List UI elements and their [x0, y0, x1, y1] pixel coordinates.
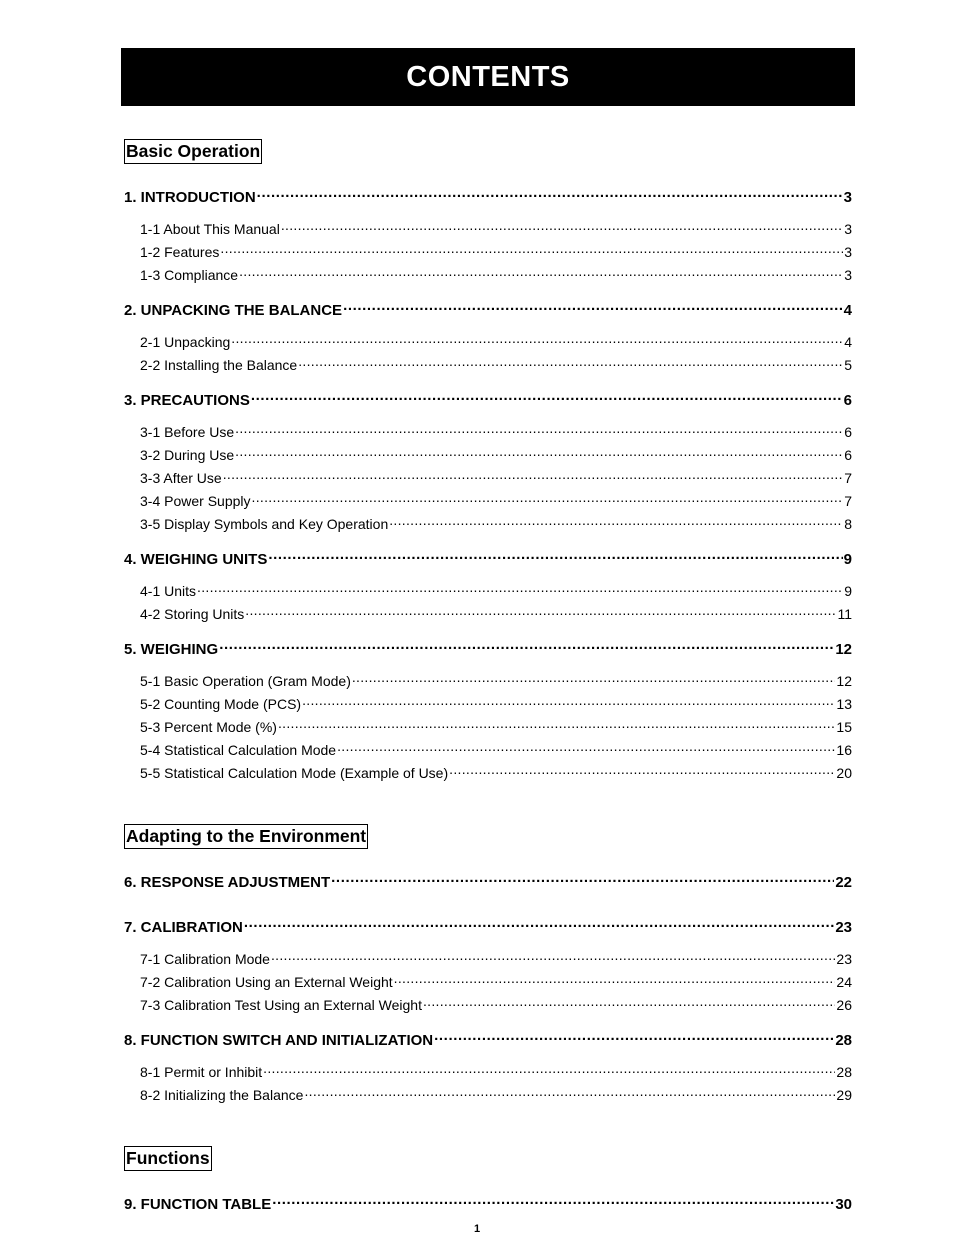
toc-chapter-introduction[interactable]: 1. INTRODUCTION ..... 3: [124, 187, 852, 207]
toc-chapter-response-adjustment[interactable]: 6. RESPONSE ADJUSTMENT ..... 22: [124, 872, 852, 892]
section-heading: Adapting to the Environment: [124, 824, 368, 849]
toc-item[interactable]: 3-5 Display Symbols and Key Operation ..... 8: [124, 515, 852, 533]
toc-item[interactable]: 4-1 Units ..... 9: [124, 582, 852, 600]
toc-chapter-precautions[interactable]: 3. PRECAUTIONS ..... 6: [124, 390, 852, 410]
toc-chapter-unpacking[interactable]: 2. UNPACKING THE BALANCE ..... 4: [124, 300, 852, 320]
toc-item[interactable]: 3-1 Before Use ..... 6: [124, 423, 852, 441]
toc-item[interactable]: 5-2 Counting Mode (PCS) ..... 13: [124, 695, 852, 713]
toc-item[interactable]: 5-1 Basic Operation (Gram Mode) ..... 12: [124, 672, 852, 690]
toc-item[interactable]: 1-1 About This Manual ..... 3: [124, 220, 852, 238]
toc-chapter-weighing[interactable]: 5. WEIGHING ..... 12: [124, 639, 852, 659]
toc-item[interactable]: 7-2 Calibration Using an External Weight ..... 24: [124, 973, 852, 991]
section-heading: Functions: [124, 1146, 212, 1171]
toc-item[interactable]: 3-2 During Use ..... 6: [124, 446, 852, 464]
toc-item[interactable]: 2-2 Installing the Balance ..... 5: [124, 356, 852, 374]
table-of-contents: [124, 139, 852, 1214]
toc-chapter-calibration[interactable]: 7. CALIBRATION ..... 23: [124, 917, 852, 937]
toc-item[interactable]: 1-3 Compliance ..... 3: [124, 266, 852, 284]
section-functions: [124, 1146, 852, 1214]
toc-item[interactable]: 5-5 Statistical Calculation Mode (Example of Use) ..... 20: [124, 764, 852, 782]
toc-item[interactable]: 3-3 After Use ..... 7: [124, 469, 852, 487]
contents-header-bar: [121, 48, 855, 106]
toc-item[interactable]: 8-1 Permit or Inhibit ..... 28: [124, 1063, 852, 1081]
toc-item[interactable]: 4-2 Storing Units ..... 11: [124, 605, 852, 623]
toc-chapter-function-switch[interactable]: 8. FUNCTION SWITCH AND INITIALIZATION ..... 28: [124, 1030, 852, 1050]
toc-chapter-weighing-units[interactable]: 4. WEIGHING UNITS ..... 9: [124, 549, 852, 569]
page-number: 1: [473, 1223, 481, 1235]
toc-item[interactable]: 5-4 Statistical Calculation Mode ..... 16: [124, 741, 852, 759]
toc-item[interactable]: 1-2 Features ..... 3: [124, 243, 852, 261]
toc-item[interactable]: 5-3 Percent Mode (%) ..... 15: [124, 718, 852, 736]
toc-item[interactable]: 3-4 Power Supply ..... 7: [124, 492, 852, 510]
section-basic-operation: [124, 139, 852, 782]
section-adapting-environment: [124, 824, 852, 1104]
toc-item[interactable]: 7-1 Calibration Mode ..... 23: [124, 950, 852, 968]
section-heading: Basic Operation: [124, 139, 262, 164]
toc-item[interactable]: 8-2 Initializing the Balance ..... 29: [124, 1086, 852, 1104]
toc-chapter-function-table[interactable]: 9. FUNCTION TABLE ..... 30: [124, 1194, 852, 1214]
toc-item[interactable]: 7-3 Calibration Test Using an External Weight ..... 26: [124, 996, 852, 1014]
page-title: CONTENTS: [406, 60, 570, 93]
toc-item[interactable]: 2-1 Unpacking ..... 4: [124, 333, 852, 351]
